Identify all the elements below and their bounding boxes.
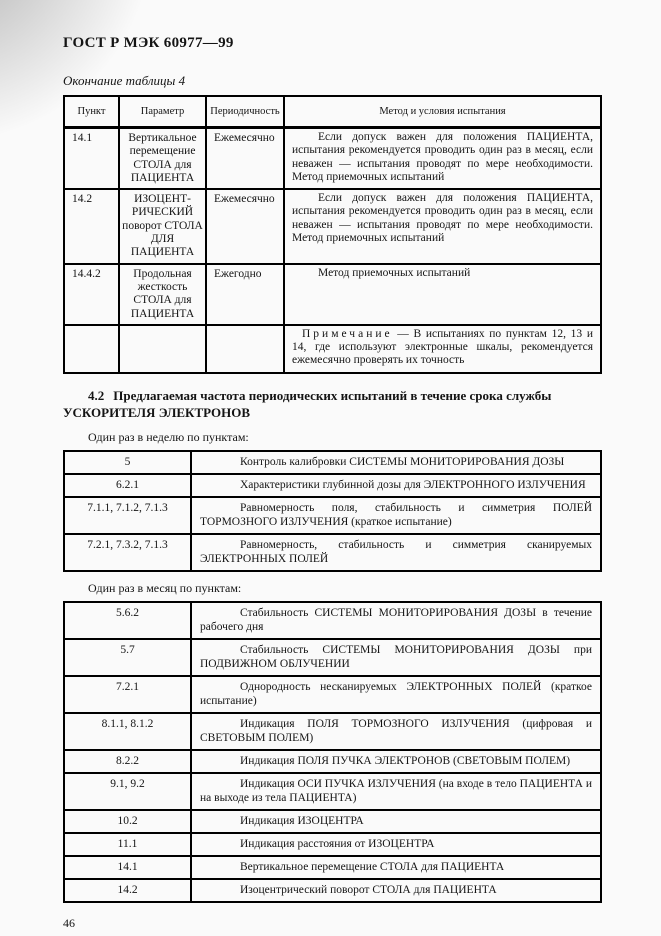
item-number: 14.2 <box>64 189 119 263</box>
description-text: Изоцентрический поворот СТОЛА для ПАЦИЕНТА <box>240 883 497 896</box>
item-number: 6.2.1 <box>64 474 191 497</box>
table-row <box>64 833 601 856</box>
method <box>284 264 601 325</box>
empty-cell <box>119 325 206 373</box>
description-text: Индикация ПОЛЯ ТОРМОЗНОГО ИЗЛУЧЕНИЯ (цифровая и СВЕТОВЫМ ПОЛЕМ) <box>200 717 592 744</box>
method-text: Если допуск важен для положения ПАЦИЕНТА, испытания рекомендуется проводить один раз в месяц, если неважен — испытания проводят по мере необходимости. Метод приемочных испытаний <box>292 192 593 245</box>
item-number: 8.2.2 <box>64 750 191 773</box>
page-number: 46 <box>63 915 75 930</box>
item-description <box>191 497 601 534</box>
weekly-intro: Один раз в неделю по пунктам: <box>88 429 249 444</box>
method-text: Если допуск важен для положения ПАЦИЕНТА, испытания рекомендуется проводить один раз в месяц, если неважен — испытания проводят по мере необходимости. Метод приемочных испытаний <box>292 131 593 183</box>
table-row <box>64 474 601 497</box>
item-description <box>191 833 601 856</box>
item-description <box>191 810 601 833</box>
monthly-intro: Один раз в месяц по пунктам: <box>88 580 242 595</box>
item-number: 14.2 <box>64 879 191 902</box>
item-number: 5.6.2 <box>64 602 191 639</box>
description-text: Вертикальное перемещение СТОЛА для ПАЦИЕНТА <box>240 860 505 873</box>
weekly-table <box>63 450 602 572</box>
table-row <box>64 773 601 810</box>
item-description <box>191 773 601 810</box>
table-header-row <box>64 96 601 128</box>
table-row <box>64 810 601 833</box>
column-header-parameter: Параметр <box>119 96 206 128</box>
section-heading <box>63 387 600 421</box>
note-label: Примечание <box>302 327 393 340</box>
table-row <box>64 602 601 639</box>
item-description <box>191 639 601 676</box>
item-number: 5 <box>64 451 191 474</box>
doc-title: ГОСТ Р МЭК 60977—99 <box>63 35 234 51</box>
table-row <box>64 750 601 773</box>
item-description <box>191 713 601 750</box>
description-text: Индикация ПОЛЯ ПУЧКА ЭЛЕКТРОНОВ (СВЕТОВЫМ ПОЛЕМ) <box>240 754 571 767</box>
item-description <box>191 451 601 474</box>
item-description <box>191 474 601 497</box>
item-number: 14.1 <box>64 856 191 879</box>
description-text: Однородность несканируемых ЭЛЕКТРОННЫХ ПОЛЕЙ (краткое испытание) <box>200 680 592 707</box>
description-text: Индикация ОСИ ПУЧКА ИЗЛУЧЕНИЯ (на входе в тело ПАЦИЕНТА и на выходе из тела ПАЦИЕНТА) <box>200 777 592 804</box>
table-row <box>64 676 601 713</box>
table-row <box>64 856 601 879</box>
item-number: 7.1.1, 7.1.2, 7.1.3 <box>64 497 191 534</box>
description-text: Контроль калибровки СИСТЕМЫ МОНИТОРИРОВАНИЯ ДОЗЫ <box>240 455 565 468</box>
item-description <box>191 602 601 639</box>
table-row <box>64 451 601 474</box>
section-number: 4.2 <box>88 387 105 403</box>
description-text: Индикация расстояния от ИЗОЦЕНТРА <box>240 837 435 850</box>
table-row <box>64 534 601 571</box>
description-text: Характеристики глубинной дозы для ЭЛЕКТРОННОГО ИЗЛУЧЕНИЯ <box>240 478 586 491</box>
method-text: Метод приемочных испытаний <box>318 266 471 279</box>
column-header-method: Метод и условия испытания <box>284 96 601 128</box>
table-row <box>64 189 601 263</box>
table-note <box>284 325 601 373</box>
parameter: ИЗОЦЕНТ-РИЧЕСКИЙ поворот СТОЛА ДЛЯ ПАЦИЕНТА <box>119 189 206 263</box>
method <box>284 128 601 190</box>
page-content <box>63 0 600 931</box>
note-body: — В испытаниях по пунктам 12, 13 и 14, где используют электронные шкалы, рекомендуется ежемесячно проверять их точность <box>292 327 593 367</box>
description-text: Стабильность СИСТЕМЫ МОНИТОРИРОВАНИЯ ДОЗЫ в течение рабочего дня <box>200 606 592 633</box>
method <box>284 189 601 263</box>
item-number: 8.1.1, 8.1.2 <box>64 713 191 750</box>
item-number: 9.1, 9.2 <box>64 773 191 810</box>
periodicity: Ежегодно <box>206 264 284 325</box>
periodicity: Ежемесячно <box>206 128 284 190</box>
item-number: 7.2.1, 7.3.2, 7.1.3 <box>64 534 191 571</box>
parameter: Вертикальное перемещение СТОЛА для ПАЦИЕНТА <box>119 128 206 190</box>
column-header-periodicity: Периодичность <box>206 96 284 128</box>
item-number: 5.7 <box>64 639 191 676</box>
empty-cell <box>206 325 284 373</box>
note-text <box>292 328 593 368</box>
table-continuation-caption: Окончание таблицы 4 <box>63 73 186 88</box>
monthly-table <box>63 601 602 903</box>
section-title: Предлагаемая частота периодических испытаний в течение срока службы УСКОРИТЕЛЯ ЭЛЕКТРОНОВ <box>63 387 552 420</box>
item-description <box>191 879 601 902</box>
periodicity: Ежемесячно <box>206 189 284 263</box>
item-number: 14.4.2 <box>64 264 119 325</box>
description-text: Равномерность поля, стабильность и симметрия ПОЛЕЙ ТОРМОЗНОГО ИЗЛУЧЕНИЯ (краткое испытание) <box>200 501 592 528</box>
table-note-row <box>64 325 601 373</box>
table-row <box>64 713 601 750</box>
parameter: Продольная жесткость СТОЛА для ПАЦИЕНТА <box>119 264 206 325</box>
description-text: Равномерность, стабильность и симметрия сканируемых ЭЛЕКТРОННЫХ ПОЛЕЙ <box>200 538 592 565</box>
table-4-continuation <box>63 95 602 374</box>
table-row <box>64 128 601 190</box>
table-row <box>64 264 601 325</box>
item-number: 7.2.1 <box>64 676 191 713</box>
table-row <box>64 879 601 902</box>
item-number: 14.1 <box>64 128 119 190</box>
description-text: Индикация ИЗОЦЕНТРА <box>240 814 364 827</box>
item-description <box>191 750 601 773</box>
item-description <box>191 534 601 571</box>
table-row <box>64 639 601 676</box>
column-header-item: Пункт <box>64 96 119 128</box>
description-text: Стабильность СИСТЕМЫ МОНИТОРИРОВАНИЯ ДОЗЫ при ПОДВИЖНОМ ОБЛУЧЕНИИ <box>200 643 592 670</box>
empty-cell <box>64 325 119 373</box>
item-description <box>191 676 601 713</box>
table-row <box>64 497 601 534</box>
item-number: 10.2 <box>64 810 191 833</box>
item-description <box>191 856 601 879</box>
item-number: 11.1 <box>64 833 191 856</box>
